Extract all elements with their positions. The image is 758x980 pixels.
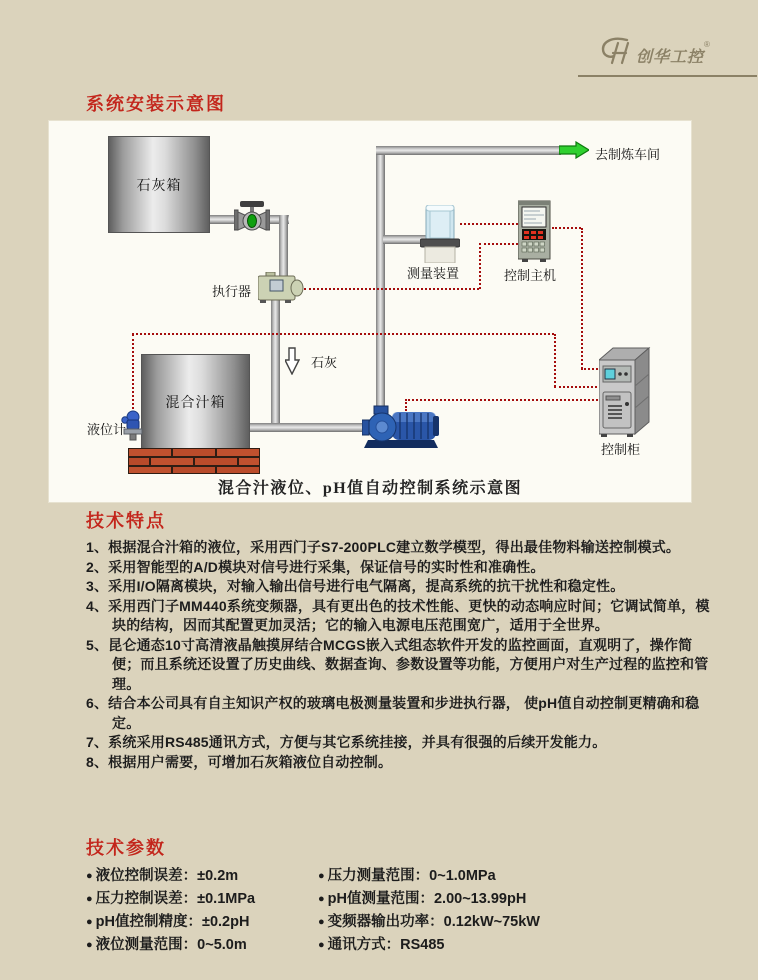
control-cabinet-label: 控制柜 xyxy=(601,442,641,457)
feature-item: 6、结合本公司具有自主知识产权的玻璃电极测量装置和步进执行器， 使pH值自动控制更精确和稳定。 xyxy=(86,695,700,731)
company-logo xyxy=(598,36,710,71)
lime-label: 石灰 xyxy=(311,355,338,370)
pipe-top-run xyxy=(376,146,561,155)
bullet-icon: ● xyxy=(318,870,325,882)
mixed-juice-tank xyxy=(141,354,250,450)
param-row xyxy=(318,911,710,934)
mixed-juice-tank-label: 混合汁箱 xyxy=(165,396,226,411)
param-row xyxy=(318,934,710,957)
param-label: 压力测量范围： xyxy=(327,868,430,884)
bullet-icon: ● xyxy=(318,893,325,905)
actuator-label: 执行器 xyxy=(212,284,252,299)
signal-gauge-cabinet xyxy=(554,386,601,388)
params-section xyxy=(86,834,710,957)
signal-actuator-host-riser xyxy=(479,243,481,289)
measuring-device-label: 测量装置 xyxy=(407,266,460,281)
param-value: 0.12kW~75kW xyxy=(443,914,540,930)
signal-host-cabinet-a xyxy=(552,227,581,229)
param-value: ±0.2m xyxy=(197,868,239,884)
param-row xyxy=(86,934,318,957)
param-label: 压力控制误差： xyxy=(95,891,198,907)
lime-tank-label: 石灰箱 xyxy=(136,178,182,194)
features-heading: 技术特点 xyxy=(86,511,166,531)
feature-item: 5、昆仑通态10寸高清液晶触摸屏结合MCGS嵌入式组态软件开发的监控画面，直观明了，操作简便；而且系统还设置了历史曲线、数据查询、参数设置等功能，方便用户对生产过程的监控和管理。 xyxy=(86,636,709,692)
params-heading: 技术参数 xyxy=(86,838,166,858)
param-value: 0~5.0m xyxy=(197,937,247,953)
feature-item: 1、根据混合汁箱的液位，采用西门子S7-200PLC建立数学模型，得出最佳物料输送控制模式。 xyxy=(86,539,681,555)
feature-item: 7、系统采用RS485通讯方式，方便与其它系统挂接，并具有很强的后续开发能力。 xyxy=(86,734,607,750)
bullet-icon: ● xyxy=(86,893,93,905)
param-label: pH值控制精度： xyxy=(95,914,202,930)
ch-logo-icon xyxy=(598,36,632,71)
bullet-icon: ● xyxy=(86,916,93,928)
param-label: 通讯方式： xyxy=(327,937,401,953)
signal-gauge-riser xyxy=(132,334,134,409)
bullet-icon: ● xyxy=(86,870,93,882)
bullet-icon: ● xyxy=(318,939,325,951)
signal-gauge-run xyxy=(132,333,554,335)
bullet-icon: ● xyxy=(86,939,93,951)
param-label: pH值测量范围： xyxy=(327,891,434,907)
params-left-column xyxy=(86,865,318,957)
param-row xyxy=(86,911,318,934)
bullet-icon: ● xyxy=(318,916,325,928)
feature-item: 8、根据用户需要，可增加石灰箱液位自动控制。 xyxy=(86,753,393,770)
header-rule xyxy=(578,75,757,77)
measuring-device xyxy=(420,205,460,268)
page-title: 系统安装示意图 xyxy=(86,94,226,114)
diagram-caption: 混合汁液位、pH值自动控制系统示意图 xyxy=(217,480,523,497)
feature-item: 3、采用I/O隔离模块，对输入输出信号进行电气隔离，提高系统的抗干扰性和稳定性。 xyxy=(86,578,625,594)
level-gauge-label: 液位计 xyxy=(87,422,127,437)
valve xyxy=(234,201,270,244)
param-label: 液位测量范围： xyxy=(95,937,198,953)
param-value: ±0.1MPa xyxy=(197,891,256,907)
lime-tank xyxy=(108,136,210,233)
logo-text: 创华工控 xyxy=(636,49,705,66)
param-row xyxy=(86,865,318,888)
lime-flow-arrow-icon xyxy=(285,347,300,380)
actuator-device xyxy=(258,272,304,309)
signal-gauge-drop xyxy=(554,334,556,387)
control-host-device xyxy=(518,199,554,270)
pipe-to-actuator xyxy=(279,215,288,276)
signal-host-cabinet-c xyxy=(581,368,601,370)
param-value: RS485 xyxy=(400,937,445,953)
signal-measure-host xyxy=(460,223,518,225)
params-right-column xyxy=(318,865,710,957)
signal-actuator-host xyxy=(304,288,479,290)
param-label: 液位控制误差： xyxy=(95,868,198,884)
control-host-label: 控制主机 xyxy=(504,268,557,283)
control-cabinet-device xyxy=(599,346,651,443)
pipe-main-riser xyxy=(376,146,385,413)
features-section xyxy=(86,507,710,772)
param-value: 0~1.0MPa xyxy=(429,868,496,884)
param-value: ±0.2pH xyxy=(201,914,250,930)
signal-actuator-host-top xyxy=(479,243,518,245)
param-label: 变频器输出功率： xyxy=(327,914,444,930)
pipe-tank-to-pump xyxy=(248,423,373,432)
system-diagram-panel xyxy=(48,120,692,503)
feature-item: 2、采用智能型的A/D模块对信号进行采集，保证信号的实时性和准确性。 xyxy=(86,558,545,575)
pump-device xyxy=(362,404,440,455)
param-value: 2.00~13.99pH xyxy=(433,891,527,907)
signal-pump-cabinet xyxy=(405,399,601,401)
param-row xyxy=(318,888,710,911)
param-row xyxy=(318,865,710,888)
signal-host-cabinet-b xyxy=(581,228,583,369)
param-row xyxy=(86,888,318,911)
pipe-lime-drop xyxy=(271,299,280,432)
flow-arrow-icon xyxy=(559,141,589,164)
to-workshop-label: 去制炼车间 xyxy=(595,147,661,162)
feature-item: 4、采用西门子MM440系统变频器，具有更出色的技术性能、更快的动态响应时间；它调试简单，模块的结构，因而其配置更加灵活；它的输入电源电压范围宽广，适用于全世界。 xyxy=(86,597,710,633)
registered-mark: ® xyxy=(704,40,710,49)
